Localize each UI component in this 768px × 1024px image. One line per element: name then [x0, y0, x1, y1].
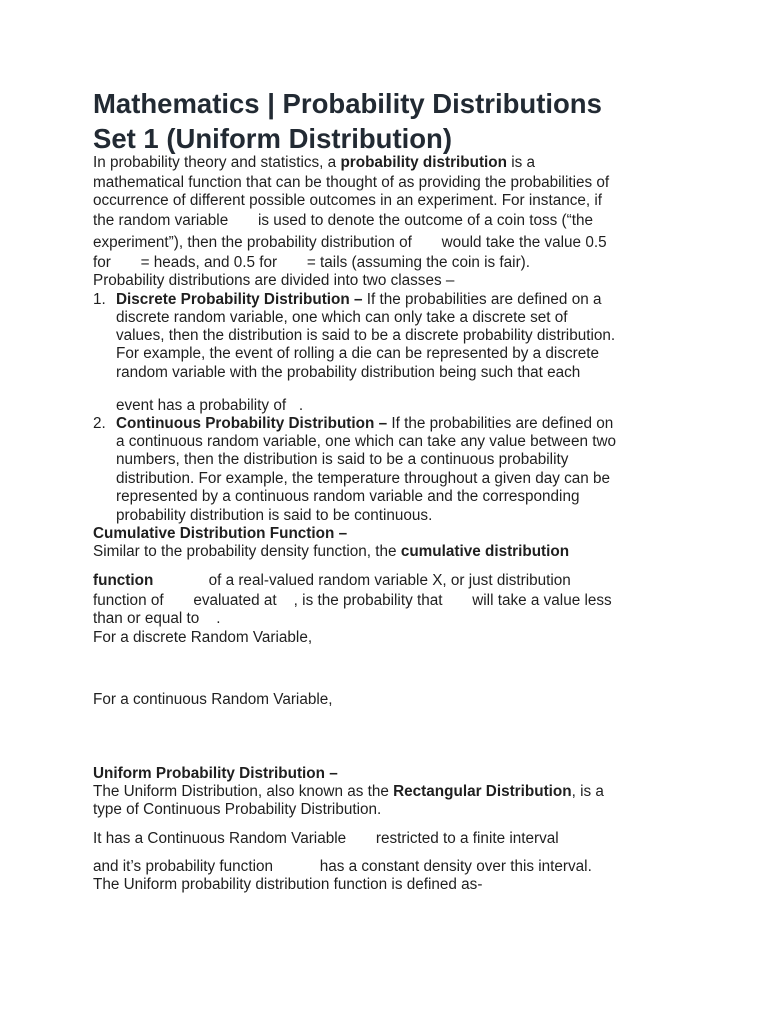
term-rectangular-distribution: Rectangular Distribution [393, 783, 572, 800]
item1-line-3: values, then the distribution is said to be a discrete probability distribution. [116, 327, 616, 344]
uniform-heading: Uniform Probability Distribution – [93, 765, 338, 782]
item2-line-6: probability distribution is said to be continuous. [116, 507, 433, 524]
item1-line-4: For example, the event of rolling a die can be represented by a discrete [116, 345, 599, 362]
cdf-discrete-label: For a discrete Random Variable, [93, 629, 313, 646]
item1-line-6: event has a probability of . [116, 397, 304, 414]
list-number-2: 2. [93, 415, 106, 432]
cdf-line-3: function of evaluated at , is the probability that will take a value less [93, 592, 612, 609]
uniform-line-5: The Uniform probability distribution function is defined as- [93, 876, 483, 893]
cdf-line-4: than or equal to . [93, 610, 221, 627]
cdf-line-1: Similar to the probability density function, the cumulative distribution [93, 543, 570, 560]
uniform-line-3: It has a Continuous Random Variable restricted to a finite interval [93, 830, 559, 847]
item2-line-5: represented by a continuous random variable and the corresponding [116, 488, 580, 505]
intro-line-2: mathematical function that can be thought of as providing the probabilities of [93, 174, 610, 191]
intro-line-3: occurrence of different possible outcomes in an experiment. For instance, if [93, 192, 603, 209]
term-probability-distribution: probability distribution [340, 154, 507, 171]
uniform-line-2: type of Continuous Probability Distribution. [93, 801, 382, 818]
item2-line-2: a continuous random variable, one which can take any value between two [116, 433, 617, 450]
cdf-heading: Cumulative Distribution Function – [93, 525, 348, 542]
intro-line-7: Probability distributions are divided into two classes – [93, 272, 455, 289]
uniform-line-4: and it’s probability function has a constant density over this interval. [93, 858, 592, 875]
term-function: function [93, 572, 154, 589]
title-line-1: Mathematics | Probability Distributions [93, 88, 602, 119]
term-cumulative-distribution: cumulative distribution [400, 543, 570, 560]
intro-line-4: the random variable is used to denote the outcome of a coin toss (“the [93, 212, 593, 229]
title-line-2: Set 1 (Uniform Distribution) [93, 123, 453, 154]
item1-line-5: random variable with the probability distribution being such that each [116, 364, 581, 381]
intro-line-6: for = heads, and 0.5 for = tails (assuming the coin is fair). [93, 254, 531, 271]
page-title [93, 86, 733, 156]
item2-line-3: numbers, then the distribution is said to be a continuous probability [116, 451, 569, 468]
uniform-line-1: The Uniform Distribution, also known as the Rectangular Distribution, is a [93, 783, 604, 800]
list-number-1: 1. [93, 291, 106, 308]
item2-line-1: Continuous Probability Distribution – If the probabilities are defined on [116, 415, 614, 432]
cdf-continuous-label: For a continuous Random Variable, [93, 691, 333, 708]
intro-line-1: In probability theory and statistics, a probability distribution is a [93, 154, 536, 171]
item1-line-1: Discrete Probability Distribution – If the probabilities are defined on a [116, 291, 602, 308]
term-discrete-distribution: Discrete Probability Distribution – [116, 291, 363, 308]
cdf-line-2: function of a real-valued random variable X, or just distribution [93, 572, 571, 589]
item2-line-4: distribution. For example, the temperature throughout a given day can be [116, 470, 611, 487]
term-continuous-distribution: Continuous Probability Distribution – [116, 415, 388, 432]
intro-line-5: experiment”), then the probability distribution of would take the value 0.5 [93, 234, 607, 251]
item1-line-2: discrete random variable, one which can only take a discrete set of [116, 309, 568, 326]
